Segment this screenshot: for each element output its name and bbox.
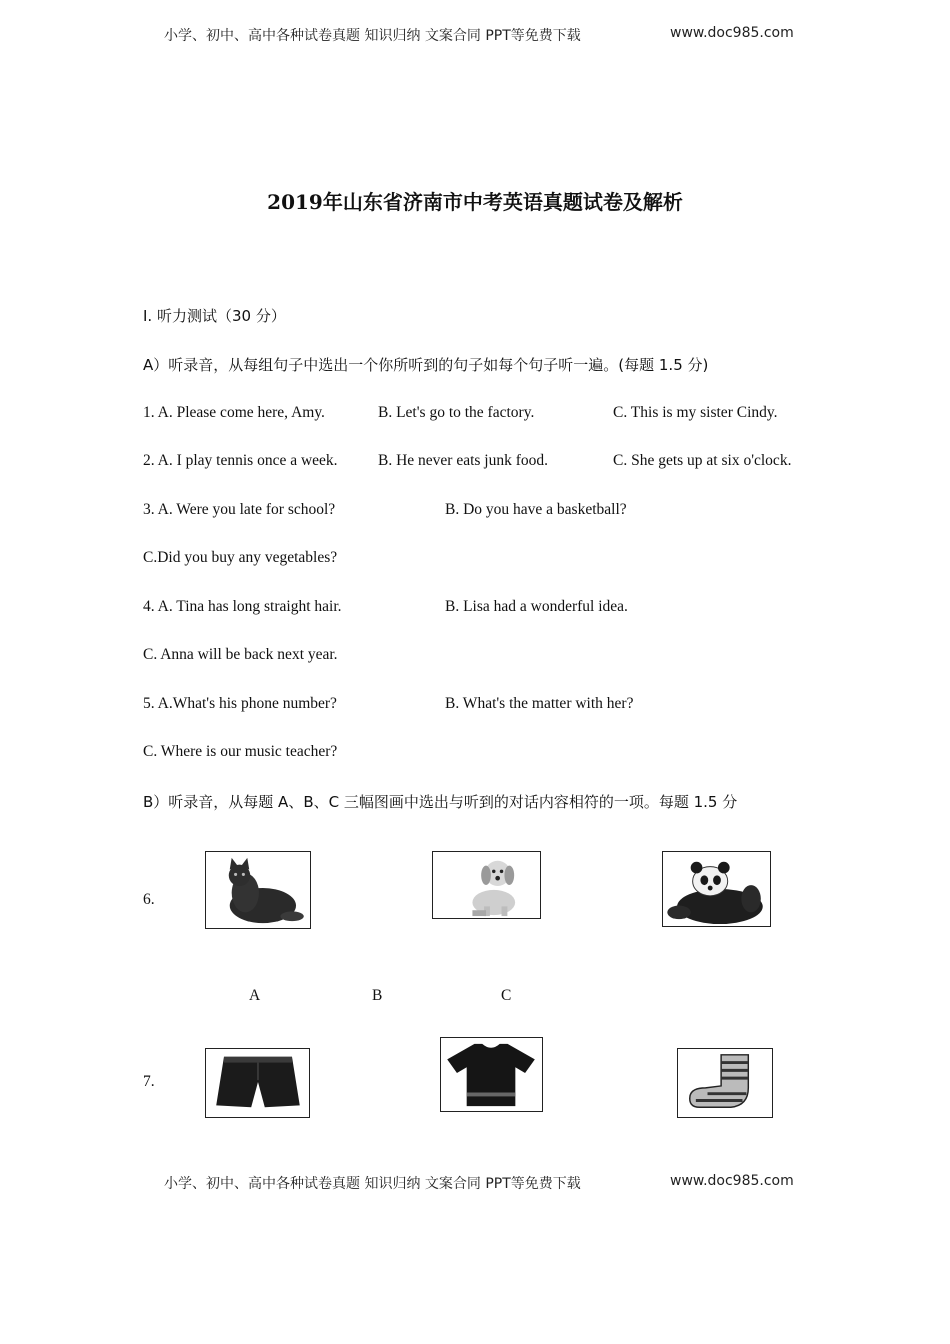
part-a-instruction: A）听录音，从每组句子中选出一个你所听到的句子如每个句子听一遍。(每题 1.5 分)	[143, 356, 709, 374]
q5-option-b: B. What's the matter with her?	[445, 695, 634, 712]
q7-number: 7.	[143, 1073, 155, 1090]
q6-label-b: B	[372, 987, 383, 1004]
q1-option-a: 1. A. Please come here, Amy.	[143, 404, 325, 421]
q2-option-a: 2. A. I play tennis once a week.	[143, 452, 338, 469]
page-title: 2019年山东省济南市中考英语真题试卷及解析	[267, 190, 683, 214]
q6-label-c: C	[501, 987, 512, 1004]
cat-image	[205, 851, 311, 929]
q5-option-a: 5. A.What's his phone number?	[143, 695, 337, 712]
q5-option-c: C. Where is our music teacher?	[143, 743, 338, 760]
q2-option-b: B. He never eats junk food.	[378, 452, 549, 469]
q4-option-a: 4. A. Tina has long straight hair.	[143, 598, 342, 615]
q3-option-c: C.Did you buy any vegetables?	[143, 549, 338, 566]
q2-option-c: C. She gets up at six o'clock.	[613, 452, 792, 469]
part-b-instruction: B）听录音，从每题 A、B、C 三幅图画中选出与听到的对话内容相符的一项。每题 1.5 分	[143, 793, 738, 811]
q3-option-a: 3. A. Were you late for school?	[143, 501, 336, 518]
q4-option-c: C. Anna will be back next year.	[143, 646, 338, 663]
header-site-link[interactable]: www.doc985.com	[670, 25, 794, 41]
q6-label-a: A	[249, 987, 261, 1004]
q4-option-b: B. Lisa had a wonderful idea.	[445, 598, 628, 615]
q1-option-c: C. This is my sister Cindy.	[613, 404, 778, 421]
sock-image	[677, 1048, 773, 1118]
shorts-image	[205, 1048, 310, 1118]
tshirt-image	[440, 1037, 543, 1112]
panda-image	[662, 851, 771, 927]
section-heading: I. 听力测试（30 分）	[143, 307, 286, 325]
q6-number: 6.	[143, 891, 155, 908]
footer-text: 小学、初中、高中各种试卷真题 知识归纳 文案合同 PPT等免费下载	[164, 1176, 581, 1192]
puppy-image	[432, 851, 541, 919]
footer-site-link[interactable]: www.doc985.com	[670, 1173, 794, 1189]
q3-option-b: B. Do you have a basketball?	[445, 501, 627, 518]
header-text: 小学、初中、高中各种试卷真题 知识归纳 文案合同 PPT等免费下载	[164, 28, 581, 44]
q1-option-b: B. Let's go to the factory.	[378, 404, 535, 421]
